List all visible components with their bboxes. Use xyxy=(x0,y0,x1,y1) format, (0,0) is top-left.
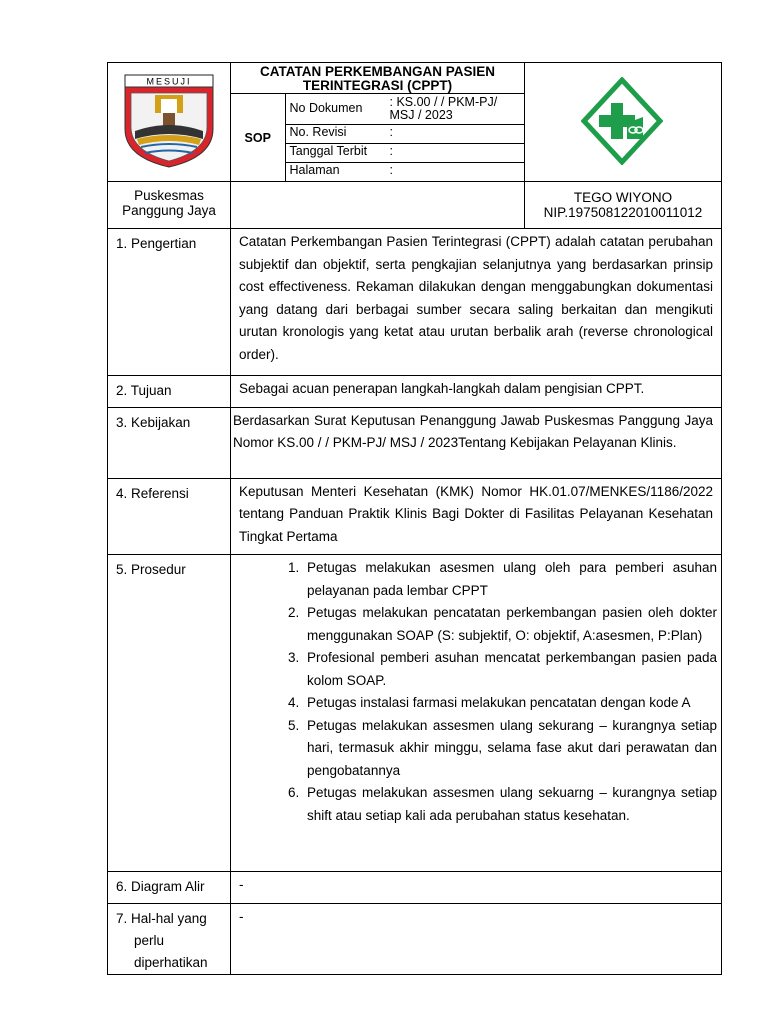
document-title: CATATAN PERKEMBANGAN PASIEN TERINTEGRASI (CPPT) xyxy=(260,64,495,93)
prosedur-list xyxy=(239,557,717,827)
content-diagram-alir: - xyxy=(231,872,722,904)
organization-name-line2: Panggung Jaya xyxy=(122,203,216,218)
list-item: 2. Petugas melakukan pencatatan perkembangan pasien oleh dokter menggunakan SOAP (S: subjektif, O: objektif, A:asesmen, P:Plan) xyxy=(303,602,717,647)
list-item: 1. Petugas melakukan asesmen ulang oleh para pemberi asuhan pelayanan pada lembar CPPT xyxy=(303,557,717,602)
doc-row-no-dokumen: No Dokumen : KS.00 / / PKM-PJ/ MSJ / 2023 xyxy=(285,94,525,125)
right-logo-cell xyxy=(525,63,722,182)
content-tujuan: Sebagai acuan penerapan langkah-langkah dalam pengisian CPPT. xyxy=(231,376,722,408)
mesuji-logo-icon xyxy=(121,73,217,169)
label-tujuan: 2. Tujuan xyxy=(108,376,231,408)
doc-row-halaman: Halaman : xyxy=(285,163,525,182)
info-blank-cell xyxy=(231,182,525,229)
label-prosedur: 5. Prosedur xyxy=(108,555,231,872)
signer-name: TEGO WIYONO xyxy=(573,190,673,205)
content-pengertian: Catatan Perkembangan Pasien Terintegrasi (CPPT) adalah catatan perubahan subjektif dan objektif, serta pengkajian selanjutnya yang berdasarkan prinsip cost effectiveness. Rekaman dilakukan dengan menggabungkan dokumentasi yang datang dari berbagai sumber secara saling berkaitan dan mengikuti urutan kronologis yang ketat atau urutan berbalik arah (reverse chronological order). xyxy=(231,229,722,376)
doc-row-tanggal-terbit: Tanggal Terbit : xyxy=(285,144,525,163)
sop-table xyxy=(107,62,722,975)
logo-text: MESUJI xyxy=(146,76,192,87)
organization-name-line1: Puskesmas xyxy=(134,188,204,203)
list-item: 3. Profesional pemberi asuhan mencatat perkembangan pasien pada kolom SOAP. xyxy=(303,647,717,692)
content-referensi: Keputusan Menteri Kesehatan (KMK) Nomor HK.01.07/MENKES/1186/2022 tentang Panduan Praktik Klinis Bagi Dokter di Fasilitas Pelayanan Kesehatan Tingkat Pertama xyxy=(231,478,722,555)
puskesmas-logo-icon xyxy=(581,77,663,165)
label-hal-hal: 7. Hal-hal yang perlu diperhatikan xyxy=(108,903,231,974)
list-item: 5. Petugas melakukan assesmen ulang sekurang – kurangnya setiap hari, termasuk akhir minggu, selama fase akut dari perawatan dan pengobatannya xyxy=(303,715,717,783)
label-kebijakan: 3. Kebijakan xyxy=(108,407,231,478)
sop-document xyxy=(107,62,721,975)
doc-info-table xyxy=(231,93,525,181)
list-item: 6. Petugas melakukan assesmen ulang sekuarng – kurangnya setiap shift atau setiap kali ada perubahan status kesehatan. xyxy=(303,782,717,827)
organization-cell xyxy=(108,182,231,229)
content-prosedur xyxy=(231,555,722,872)
label-diagram-alir: 6. Diagram Alir xyxy=(108,872,231,904)
doc-row-no-revisi: No. Revisi : xyxy=(285,125,525,144)
signer-cell xyxy=(525,182,722,229)
header-center-cell xyxy=(231,63,525,182)
content-kebijakan: Berdasarkan Surat Keputusan Penanggung Jawab Puskesmas Panggung Jaya Nomor KS.00 / / PKM-PJ/ MSJ / 2023Tentang Kebijakan Pelayanan Klinis. xyxy=(231,407,722,478)
label-pengertian: 1. Pengertian xyxy=(108,229,231,376)
signer-nip: NIP.197508122010011012 xyxy=(543,205,703,220)
content-hal-hal: - xyxy=(231,903,722,974)
left-logo-cell xyxy=(108,63,231,182)
sop-label: SOP xyxy=(231,94,285,182)
label-referensi: 4. Referensi xyxy=(108,478,231,555)
list-item: 4. Petugas instalasi farmasi melakukan pencatatan dengan kode A xyxy=(303,692,717,715)
